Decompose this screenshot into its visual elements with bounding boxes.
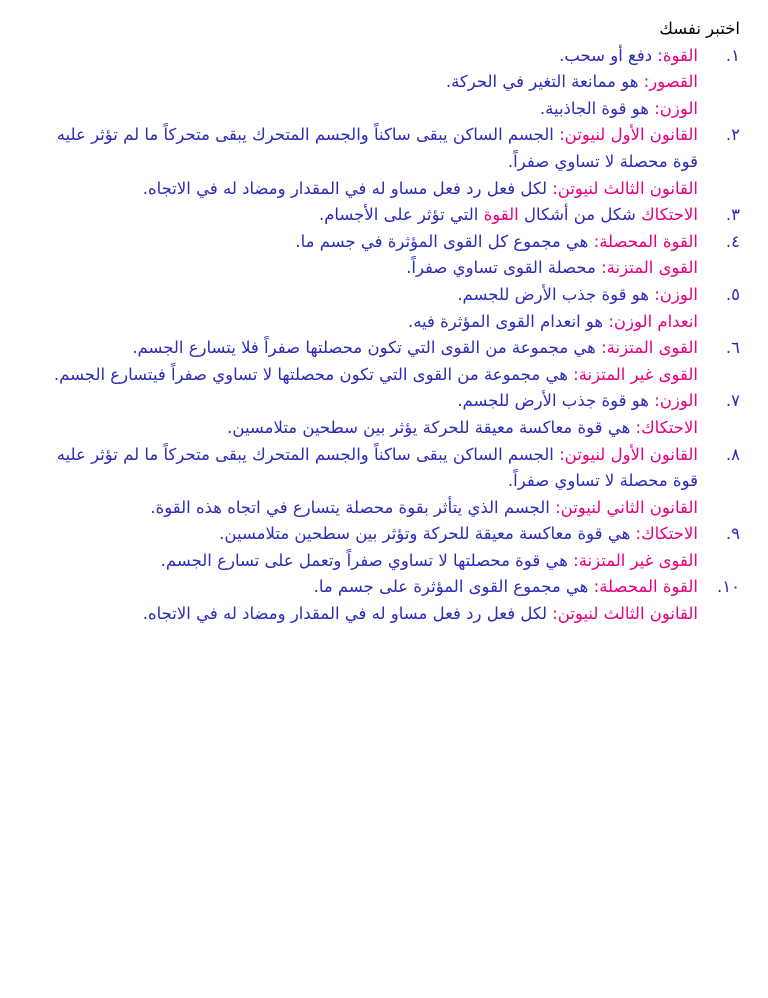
term: القانون الثالث لنيوتن: — [552, 178, 698, 198]
answer-item — [36, 574, 740, 627]
term: القوة المحصلة: — [593, 231, 698, 251]
definition: هو انعدام القوى المؤثرة فيه. — [407, 311, 609, 331]
term: القانون الأول لنيوتن: — [559, 125, 698, 145]
term: القانون الثاني لنيوتن: — [555, 497, 698, 517]
definition: هي مجموع كل القوى المؤثرة في جسم ما. — [295, 231, 594, 251]
definition: الجسم الساكن يبقى ساكناً والجسم المتحرك يبقى متحركاً ما لم تؤثر عليه قوة محصلة لا تساوي صفراً. — [56, 125, 698, 171]
definition-line — [36, 229, 698, 256]
answer-item — [36, 43, 740, 123]
definition-line — [36, 495, 698, 522]
term: القوى المتزنة: — [601, 258, 698, 278]
definition-line — [36, 255, 698, 282]
item-number: ٣. — [725, 205, 740, 225]
item-number: ٩. — [725, 524, 740, 544]
item-body — [36, 229, 698, 282]
term: القانون الأول لنيوتن: — [559, 444, 698, 464]
definition-line — [36, 309, 698, 336]
definition-line — [36, 69, 698, 96]
definition: لكل فعل رد فعل مساو له في المقدار ومضاد له في الاتجاه. — [142, 178, 553, 198]
item-number: ٦. — [725, 338, 740, 358]
definition-line — [36, 521, 698, 548]
answer-item — [36, 229, 740, 282]
term: انعدام الوزن: — [608, 311, 698, 331]
definition: محصلة القوى تساوي صفراً. — [406, 258, 602, 278]
answer-item — [36, 388, 740, 441]
item-body — [36, 442, 698, 522]
definition-line — [36, 122, 698, 175]
item-number: ١٠. — [717, 577, 740, 597]
term: الوزن: — [654, 284, 698, 304]
definition-line — [36, 388, 698, 415]
definition: الجسم الذي يتأثر بقوة محصلة يتسارع في اتجاه هذه القوة. — [150, 497, 556, 517]
term: القصور: — [643, 72, 698, 92]
item-body — [36, 202, 698, 229]
term: القوى المتزنة: — [601, 338, 698, 358]
term: الاحتكاك: — [635, 417, 698, 437]
item-body — [36, 335, 698, 388]
answer-item — [36, 282, 740, 335]
term: الوزن: — [654, 391, 698, 411]
item-number: ٧. — [725, 391, 740, 411]
item-number: ٢. — [725, 125, 740, 145]
answer-item — [36, 442, 740, 522]
definition-line — [36, 442, 698, 495]
definition: هو قوة الجاذبية. — [539, 98, 655, 118]
term: القوة: — [657, 45, 698, 65]
item-number: ٨. — [725, 444, 740, 464]
definition: التي تؤثر على الأجسام. — [318, 205, 484, 225]
definition-line — [36, 574, 698, 601]
term: القوى غير المتزنة: — [573, 364, 698, 384]
item-body — [36, 574, 698, 627]
term: الاحتكاك: — [635, 524, 698, 544]
item-number: ٤. — [725, 231, 740, 251]
definition-line — [36, 43, 698, 70]
definition-line — [36, 601, 698, 628]
definition-line — [36, 362, 698, 389]
term: القوى غير المتزنة: — [573, 550, 698, 570]
item-body — [36, 282, 698, 335]
answer-item — [36, 202, 740, 229]
definition: دفع أو سحب. — [559, 45, 658, 65]
answer-item — [36, 122, 740, 202]
definition-line — [36, 335, 698, 362]
definition: هو ممانعة التغير في الحركة. — [445, 72, 644, 92]
definition: هو قوة جذب الأرض للجسم. — [457, 391, 655, 411]
definition-line — [36, 548, 698, 575]
definition-line — [36, 96, 698, 123]
definition-line — [36, 176, 698, 203]
item-body — [36, 43, 698, 123]
item-body — [36, 388, 698, 441]
definition: هي قوة معاكسة معيقة للحركة يؤثر بين سطحين متلامسين. — [227, 417, 636, 437]
definition: هي مجموعة من القوى التي تكون محصلتها صفراً فلا يتسارع الجسم. — [132, 338, 602, 358]
definition-line — [36, 415, 698, 442]
definition: هي مجموع القوى المؤثرة على جسم ما. — [313, 577, 594, 597]
definition-line — [36, 282, 698, 309]
answer-list — [36, 43, 740, 628]
definition: هي مجموعة من القوى التي تكون محصلتها لا تساوي صفراً فيتسارع الجسم. — [53, 364, 574, 384]
term: القانون الثالث لنيوتن: — [552, 604, 698, 624]
item-body — [36, 122, 698, 202]
item-body — [36, 521, 698, 574]
page-title: اختبر نفسك — [659, 19, 740, 38]
definition: لكل فعل رد فعل مساو له في المقدار ومضاد له في الاتجاه. — [142, 604, 553, 624]
definition: هو قوة جذب الأرض للجسم. — [457, 284, 655, 304]
term: القوة — [483, 205, 519, 225]
definition-line — [36, 202, 698, 229]
answer-item — [36, 335, 740, 388]
definition: هي قوة محصلتها لا تساوي صفراً وتعمل على تسارع الجسم. — [160, 550, 574, 570]
definition: هي قوة معاكسة معيقة للحركة وتؤثر بين سطحين متلامسين. — [219, 524, 636, 544]
definition: الجسم الساكن يبقى ساكناً والجسم المتحرك يبقى متحركاً ما لم تؤثر عليه قوة محصلة لا تساوي صفراً. — [56, 444, 698, 491]
answer-item — [36, 521, 740, 574]
item-number: ١. — [725, 45, 740, 65]
term: الاحتكاك — [641, 205, 698, 225]
definition: شكل من أشكال — [518, 205, 642, 225]
term: القوة المحصلة: — [593, 577, 698, 597]
item-number: ٥. — [725, 284, 740, 304]
term: الوزن: — [654, 98, 698, 118]
